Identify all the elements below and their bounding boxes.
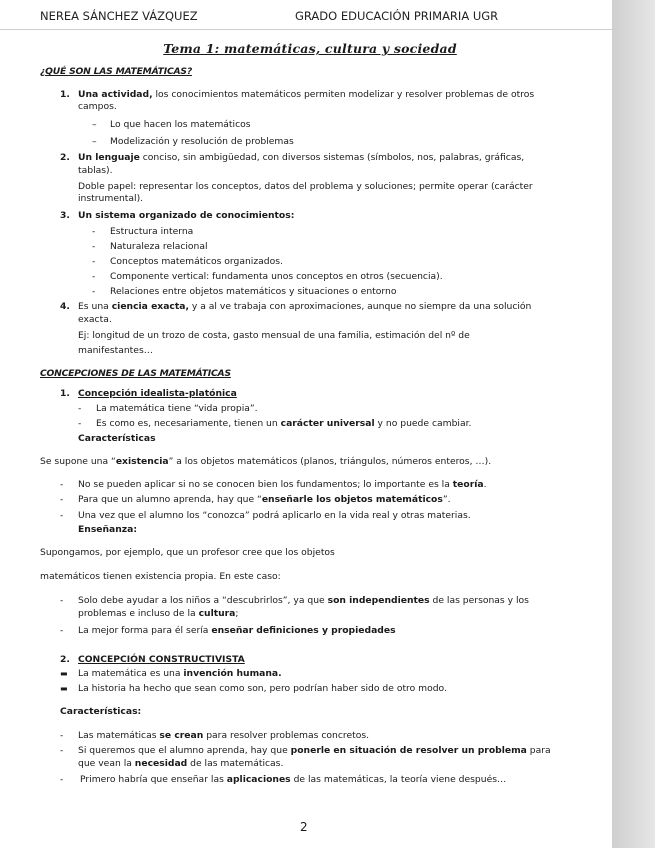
item-activity-cont: campos. — [78, 101, 117, 112]
item-language-cont: tablas). — [78, 165, 113, 176]
item-number: 1. — [60, 89, 70, 100]
characteristics-label: Características — [78, 433, 156, 444]
idealist-point: No se pueden aplicar si no se conocen bien los fundamentos; lo importante es la teoría. — [78, 479, 487, 490]
item-system: Un sistema organizado de conocimientos: — [78, 210, 295, 221]
conception-point: La matemática tiene “vida propia”. — [96, 403, 258, 414]
dash-bullet: - — [60, 625, 64, 636]
item-language-note: Doble papel: representar los conceptos, datos del problema y soluciones; permite operar (carácter — [78, 181, 533, 192]
dash-bullet: - — [92, 226, 96, 237]
dash-bullet: - — [78, 403, 82, 414]
sub-item: Modelización y resolución de problemas — [110, 136, 294, 147]
bar-bullet: ▬ — [60, 684, 68, 693]
dash-bullet: - — [60, 774, 64, 785]
idealist-point: Para que un alumno aprenda, hay que “enseñarle los objetos matemáticos”. — [78, 494, 451, 505]
item-language-note-cont: instrumental). — [78, 193, 144, 204]
example-line: Ej: longitud de un trozo de costa, gasto mensual de una familia, estimación del nº de — [78, 330, 470, 341]
constructivist-feature: Primero habría que enseñar las aplicaciones de las matemáticas, la teoría viene después… — [80, 774, 507, 785]
header-author: NEREA SÁNCHEZ VÁZQUEZ — [40, 9, 198, 23]
dash-bullet: - — [60, 745, 64, 756]
sub-item: Componente vertical: fundamenta unos conceptos en otros (secuencia). — [110, 271, 443, 282]
dash-bullet: - — [60, 494, 64, 505]
dash-bullet: - — [60, 479, 64, 490]
sub-item: Lo que hacen los matemáticos — [110, 119, 251, 130]
dash-bullet: - — [60, 510, 64, 521]
bar-bullet: ▬ — [60, 669, 68, 678]
item-number: 1. — [60, 388, 70, 399]
constructivist-point: La matemática es una invención humana. — [78, 668, 282, 679]
page-title: Tema 1: matemáticas, cultura y sociedad — [163, 41, 457, 56]
item-number: 4. — [60, 301, 70, 312]
dash-bullet: – — [92, 136, 97, 147]
example-paragraph: Supongamos, por ejemplo, que un profesor cree que los objetos — [40, 547, 335, 558]
sub-item: Estructura interna — [110, 226, 194, 237]
item-language: Un lenguaje conciso, sin ambigüedad, con diversos sistemas (símbolos, nos, palabras, gráficas, — [78, 152, 525, 163]
dash-bullet: - — [92, 286, 96, 297]
dash-bullet: – — [92, 119, 97, 130]
sub-item: Conceptos matemáticos organizados. — [110, 256, 283, 267]
example-line-cont: manifestantes… — [78, 345, 153, 356]
item-number: 2. — [60, 654, 70, 665]
conception-constructivist-title: CONCEPCIÓN CONSTRUCTIVISTA — [78, 654, 245, 665]
section-heading-conceptions: CONCEPCIONES DE LAS MATEMÁTICAS — [40, 368, 231, 379]
sub-item: Naturaleza relacional — [110, 241, 208, 252]
item-exact-science: Es una ciencia exacta, y a al ve trabaja con aproximaciones, aunque no siempre da una solución — [78, 301, 532, 312]
idealist-point: Una vez que el alumno los “conozca” podrá aplicarlo en la vida real y otras materias. — [78, 510, 471, 521]
sub-item: Relaciones entre objetos matemáticos y situaciones o entorno — [110, 286, 397, 297]
dash-bullet: - — [92, 271, 96, 282]
constructivist-feature: Si queremos que el alumno aprenda, hay que ponerle en situación de resolver un problema para — [78, 745, 551, 756]
example-paragraph-cont: matemáticos tienen existencia propia. En este caso: — [40, 571, 281, 582]
page-edge-shadow — [612, 0, 655, 848]
dash-bullet: - — [92, 241, 96, 252]
characteristics-label: Características: — [60, 706, 142, 717]
dash-bullet: - — [60, 595, 64, 606]
existence-paragraph: Se supone una “existencia” a los objetos matemáticos (planos, triángulos, números enteros, …). — [40, 456, 492, 467]
teaching-label: Enseñanza: — [78, 524, 138, 535]
header-divider — [0, 29, 612, 30]
teaching-point: Solo debe ayudar a los niños a “descubrirlos”, ya que son independientes de las personas y los — [78, 595, 529, 606]
teaching-point-cont: problemas e incluso de la cultura; — [78, 608, 239, 619]
dash-bullet: - — [92, 256, 96, 267]
teaching-point: La mejor forma para él sería enseñar definiciones y propiedades — [78, 625, 396, 636]
conception-idealist-title: Concepción idealista-platónica — [78, 388, 237, 399]
item-number: 2. — [60, 152, 70, 163]
conception-point: Es como es, necesariamente, tienen un carácter universal y no puede cambiar. — [96, 418, 472, 429]
constructivist-feature-cont: que vean la necesidad de las matemáticas. — [78, 758, 284, 769]
dash-bullet: - — [78, 418, 82, 429]
header-degree: GRADO EDUCACIÓN PRIMARIA UGR — [295, 9, 499, 23]
item-number: 3. — [60, 210, 70, 221]
constructivist-point: La historia ha hecho que sean como son, pero podrían haber sido de otro modo. — [78, 683, 447, 694]
constructivist-feature: Las matemáticas se crean para resolver problemas concretos. — [78, 730, 370, 741]
dash-bullet: - — [60, 730, 64, 741]
item-exact-science-cont: exacta. — [78, 314, 112, 325]
item-activity: Una actividad, los conocimientos matemáticos permiten modelizar y resolver problemas de otros — [78, 89, 535, 100]
page-number: 2 — [300, 820, 308, 834]
section-heading-what-are-math: ¿QUÉ SON LAS MATEMÁTICAS? — [40, 66, 192, 77]
